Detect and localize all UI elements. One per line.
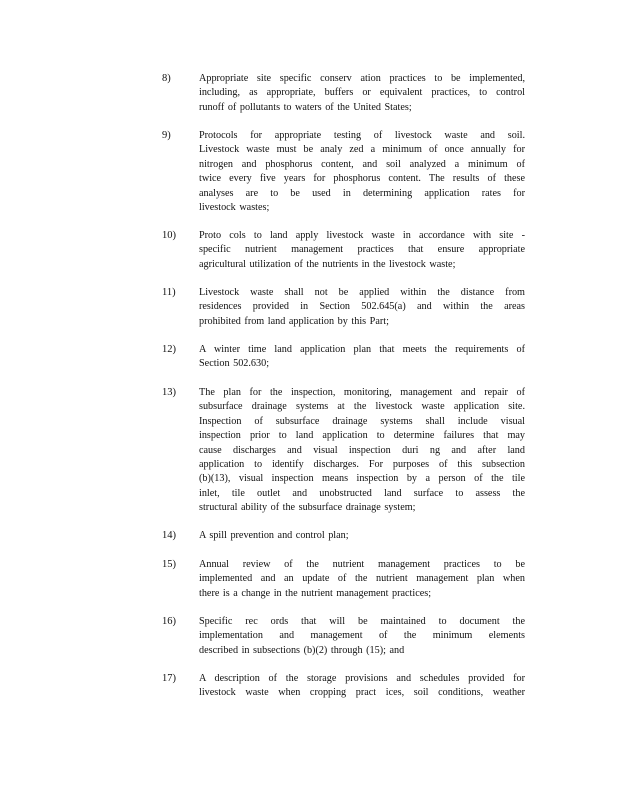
item-text xyxy=(199,286,525,329)
item-number: 17) xyxy=(162,673,176,684)
item-text xyxy=(199,72,525,115)
item-text xyxy=(199,672,525,701)
text-line: structural ability of the subsurface drainage system; xyxy=(199,502,416,514)
text-line: The plan for the inspection, monitoring, management and repair of xyxy=(199,387,525,398)
item-text xyxy=(199,386,525,516)
text-line: Specific rec ords that will be maintained to document the xyxy=(199,616,525,627)
text-line: residences provided in Section 502.645(a) and within the areas xyxy=(199,301,525,313)
item-number: 12) xyxy=(162,344,176,355)
text-line: agricultural utilization of the nutrients in the livestock waste; xyxy=(199,258,456,270)
text-line: including, as appropriate, buffers or equivalent practices, to control xyxy=(199,87,525,99)
text-line: implementation and management of the minimum elements xyxy=(199,630,525,642)
item-number: 15) xyxy=(162,559,176,570)
text-line: specific nutrient management practices that ensure appropriate xyxy=(199,244,525,256)
text-line: A description of the storage provisions and schedules provided for xyxy=(199,673,525,684)
text-line: Livestock waste must be analy zed a minimum of once annually for xyxy=(199,144,525,156)
item-number: 14) xyxy=(162,530,176,541)
text-line: livestock waste when cropping pract ices, soil conditions, weather xyxy=(199,687,525,699)
item-text xyxy=(199,129,525,215)
text-line: Proto cols to land apply livestock waste in accordance with site - xyxy=(199,230,525,241)
text-line: inlet, tile outlet and unobstructed land surface to assess the xyxy=(199,487,525,499)
text-line: (b)(13), visual inspection means inspection by a person of the tile xyxy=(199,473,525,485)
text-line: A spill prevention and control plan; xyxy=(199,530,349,541)
text-line: twice every five years for phosphorus content. The results of these xyxy=(199,173,525,185)
text-line: nitrogen and phosphorus content, and soil analyzed a minimum of xyxy=(199,158,525,170)
item-number: 8) xyxy=(162,73,171,84)
item-number: 9) xyxy=(162,130,171,141)
text-line: implemented and an update of the nutrient management plan when xyxy=(199,573,525,585)
text-line: inspection prior to land application to determine failures that may xyxy=(199,430,525,442)
text-line: Annual review of the nutrient management practices to be xyxy=(199,559,525,570)
text-line: described in subsections (b)(2) through (15); and xyxy=(199,644,405,656)
text-line: cause discharges and visual inspection duri ng and after land xyxy=(199,444,525,456)
text-line: Section 502.630; xyxy=(199,358,270,370)
text-line: Inspection of subsurface drainage systems shall include visual xyxy=(199,415,525,427)
text-line: runoff of pollutants to waters of the United States; xyxy=(199,101,412,113)
item-number: 11) xyxy=(162,287,176,298)
text-line: there is a change in the nutrient management practices; xyxy=(199,587,432,599)
text-line: subsurface drainage systems at the livestock waste application site. xyxy=(199,401,525,413)
item-number: 16) xyxy=(162,616,176,627)
item-text xyxy=(199,343,525,372)
text-line: A winter time land application plan that meets the requirements of xyxy=(199,344,525,355)
text-line: Protocols for appropriate testing of livestock waste and soil. xyxy=(199,130,525,141)
text-line: analyses are to be used in determining application rates for xyxy=(199,187,525,199)
item-text xyxy=(199,529,525,543)
text-line: livestock wastes; xyxy=(199,202,270,214)
item-text xyxy=(199,229,525,272)
text-line: prohibited from land application by this Part; xyxy=(199,315,389,327)
item-text xyxy=(199,615,525,658)
text-line: Appropriate site specific conserv ation practices to be implemented, xyxy=(199,73,525,84)
item-number: 10) xyxy=(162,230,176,241)
text-line: Livestock waste shall not be applied within the distance from xyxy=(199,287,525,298)
item-text xyxy=(199,558,525,601)
text-line: application to identify discharges. For purposes of this subsection xyxy=(199,459,525,471)
item-number: 13) xyxy=(162,387,176,398)
